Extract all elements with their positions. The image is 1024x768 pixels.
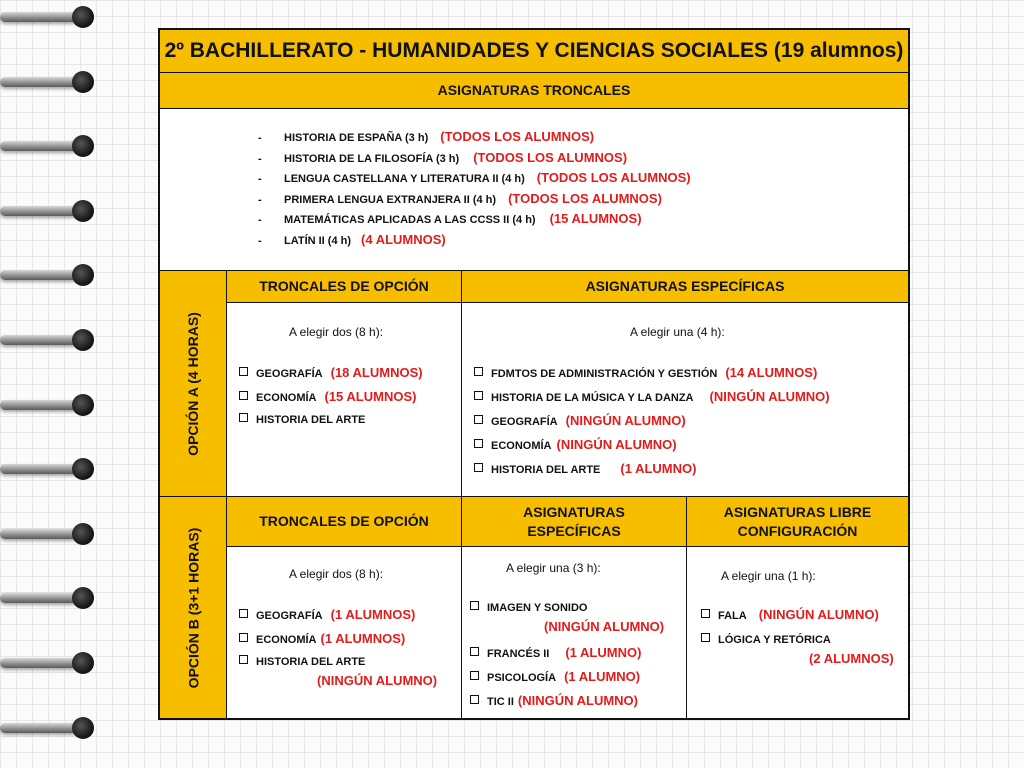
list-item: HISTORIA DEL ARTE (1 ALUMNO)	[474, 461, 696, 476]
troncales-list-section	[160, 108, 908, 270]
list-item: - LENGUA CASTELLANA Y LITERATURA II (4 h) (TODOS LOS ALUMNOS)	[258, 170, 691, 185]
checkbox-icon	[470, 671, 479, 680]
list-item: - PRIMERA LENGUA EXTRANJERA II (4 h) (TODOS LOS ALUMNOS)	[258, 190, 662, 206]
opcion-a-label: OPCIÓN A (4 HORAS)	[160, 270, 226, 496]
troncales-header: ASIGNATURAS TRONCALES	[160, 72, 908, 108]
binding-ring	[0, 713, 100, 749]
binding-ring	[0, 260, 100, 296]
binding-ring	[0, 196, 100, 232]
list-item: LÓGICA Y RETÓRICA	[701, 633, 831, 646]
list-item-note: (2 ALUMNOS)	[809, 651, 894, 666]
checkbox-icon	[474, 439, 483, 448]
binding-ring	[0, 67, 100, 103]
binding-ring	[0, 2, 100, 38]
checkbox-icon	[474, 415, 483, 424]
list-item: GEOGRAFÍA (1 ALUMNOS)	[239, 607, 415, 622]
list-item-note: (NINGÚN ALUMNO)	[544, 619, 665, 634]
binding-ring	[0, 325, 100, 361]
opcion-b-libre-cell	[686, 546, 908, 718]
elige-label: A elegir una (3 h):	[506, 561, 601, 575]
binding-ring	[0, 519, 100, 555]
elige-label: A elegir una (4 h):	[630, 325, 725, 339]
checkbox-icon	[239, 609, 248, 618]
list-item: HISTORIA DE LA MÚSICA Y LA DANZA (NINGÚN ALUMNO)	[474, 389, 830, 404]
checkbox-icon	[701, 609, 710, 618]
list-item: GEOGRAFÍA (NINGÚN ALUMNO)	[474, 413, 686, 428]
opcion-b-troncales-cell	[226, 546, 461, 718]
schedule-table	[158, 28, 910, 720]
opcion-a-especificas-header: ASIGNATURAS ESPECÍFICAS	[461, 270, 908, 302]
list-item: HISTORIA DEL ARTE	[239, 655, 365, 668]
list-item-note: (NINGÚN ALUMNO)	[317, 673, 438, 688]
checkbox-icon	[701, 633, 710, 642]
binding-ring	[0, 583, 100, 619]
list-item: - HISTORIA DE LA FILOSOFÍA (3 h) (TODOS LOS ALUMNOS)	[258, 149, 628, 165]
checkbox-icon	[474, 367, 483, 376]
checkbox-icon	[470, 695, 479, 704]
opcion-a-troncales-cell	[226, 302, 461, 496]
elige-label: A elegir dos (8 h):	[289, 567, 384, 581]
checkbox-icon	[470, 601, 479, 610]
checkbox-icon	[239, 633, 248, 642]
opcion-a-especificas-cell	[461, 302, 908, 496]
elige-label: A elegir una (1 h):	[721, 569, 816, 583]
page-title: 2º BACHILLERATO - HUMANIDADES Y CIENCIAS SOCIALES (19 alumnos)	[160, 30, 908, 72]
list-item: ECONOMÍA (1 ALUMNOS)	[239, 631, 405, 646]
list-item: - LATÍN II (4 h) (4 ALUMNOS)	[258, 231, 446, 247]
binding-ring	[0, 454, 100, 490]
list-item: PSICOLOGÍA (1 ALUMNO)	[470, 669, 640, 684]
spiral-binding	[0, 0, 110, 768]
opcion-a-troncales-header: TRONCALES DE OPCIÓN	[226, 270, 461, 302]
opcion-b-label: OPCIÓN B (3+1 HORAS)	[160, 496, 226, 718]
list-item: HISTORIA DEL ARTE	[239, 413, 365, 426]
checkbox-icon	[239, 367, 248, 376]
list-item: ECONOMÍA (15 ALUMNOS)	[239, 389, 416, 404]
elige-label: A elegir dos (8 h):	[289, 325, 384, 339]
list-item: - MATEMÁTICAS APLICADAS A LAS CCSS II (4 h) (15 ALUMNOS)	[258, 211, 642, 226]
list-item: ECONOMÍA (NINGÚN ALUMNO)	[474, 437, 677, 452]
opcion-b-troncales-header: TRONCALES DE OPCIÓN	[226, 496, 461, 546]
checkbox-icon	[470, 647, 479, 656]
list-item: GEOGRAFÍA (18 ALUMNOS)	[239, 365, 423, 380]
opcion-b-especificas-cell	[461, 546, 686, 718]
opcion-b-especificas-header: ASIGNATURAS ESPECÍFICAS	[461, 496, 686, 546]
binding-ring	[0, 390, 100, 426]
list-item: TIC II (NINGÚN ALUMNO)	[470, 693, 638, 708]
checkbox-icon	[239, 655, 248, 664]
list-item: FALA (NINGÚN ALUMNO)	[701, 607, 879, 622]
list-item: FDMTOS DE ADMINISTRACIÓN Y GESTIÓN (14 ALUMNOS)	[474, 365, 817, 380]
checkbox-icon	[474, 463, 483, 472]
list-item: FRANCÉS II (1 ALUMNO)	[470, 645, 641, 660]
checkbox-icon	[474, 391, 483, 400]
binding-ring	[0, 648, 100, 684]
troncales-list	[258, 127, 691, 250]
list-item: IMAGEN Y SONIDO	[470, 601, 587, 614]
checkbox-icon	[239, 391, 248, 400]
list-item: - HISTORIA DE ESPAÑA (3 h) (TODOS LOS ALUMNOS)	[258, 129, 595, 144]
binding-ring	[0, 131, 100, 167]
opcion-b-libre-header: ASIGNATURAS LIBRE CONFIGURACIÓN	[686, 496, 908, 546]
checkbox-icon	[239, 413, 248, 422]
